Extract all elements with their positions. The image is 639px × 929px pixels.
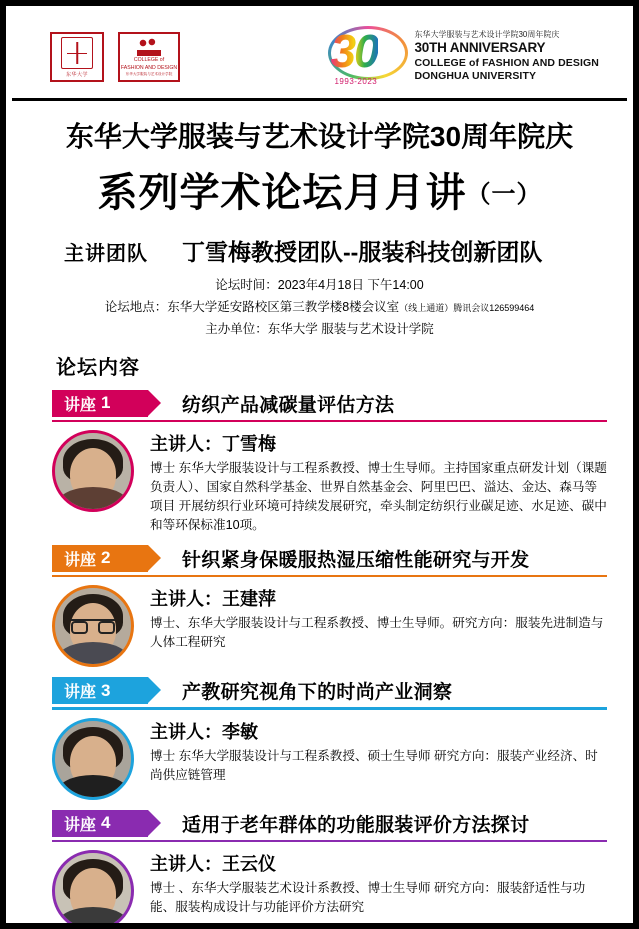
- lecture-badge-label: 讲座: [64, 396, 97, 414]
- speaker-bio: 博士 东华大学服装设计与工程系教授、硕士生导师 研究方向：服装产业经济、时尚供应链管理: [150, 748, 598, 782]
- team-row: [12, 234, 627, 267]
- lecture-badge-label: 讲座: [64, 551, 97, 569]
- poster-subtitle: 东华大学服装与艺术设计学院30周年院庆: [65, 121, 574, 152]
- speaker-name: 主讲人：李敏: [150, 721, 258, 742]
- college-logo-line2: FASHION AND DESIGN: [120, 64, 178, 71]
- lecture-divider: [52, 840, 607, 843]
- avatar-body: [57, 907, 129, 929]
- forum-organizer: 主办单位：东华大学 服装与艺术设计学院: [205, 321, 434, 336]
- lecture-item: [12, 390, 627, 535]
- lecture-header: [52, 677, 607, 704]
- lecture-badge: [52, 390, 148, 417]
- lecture-title: 针织紧身保暖服热湿压缩性能研究与开发: [182, 549, 530, 571]
- lecture-badge-label: 讲座: [64, 684, 97, 702]
- lecture-divider: [52, 575, 607, 578]
- college-logo: [118, 32, 180, 82]
- team-value: 丁雪梅教授团队--服装科技创新团队: [182, 239, 543, 265]
- speaker-bio: 博士 东华大学服装设计与工程系教授、博士生导师。主持国家重点研发计划（课题负责人）、国家自然科学基金、世界自然基金会、阿里巴巴、溢达、金达、森马等项目 开展纺织行业环境可持续发展研究，牵头制定纺织行业碳足迹、水足迹、碳中和等环保标准10项。: [150, 461, 607, 532]
- lecture-badge-number: 1: [101, 393, 111, 413]
- avatar-glasses-icon: [71, 619, 115, 634]
- lecture-header: [52, 810, 607, 837]
- forum-place-row: [12, 297, 627, 319]
- speaker-name: 主讲人：王云仪: [150, 854, 276, 875]
- anniversary-en-1: 30TH ANNIVERSARY: [414, 40, 546, 56]
- avatar-body: [57, 642, 129, 667]
- lecture-title: 纺织产品减碳量评估方法: [182, 394, 395, 416]
- poster-title: [12, 161, 627, 218]
- lecture-item: [12, 810, 627, 929]
- content-heading: 论坛内容: [56, 356, 140, 379]
- donghua-university-logo: [50, 32, 104, 82]
- forum-place-note: （线上通道）腾讯会议126599464: [399, 302, 535, 313]
- lecture-body: [52, 850, 607, 929]
- speaker-name: 主讲人：丁雪梅: [150, 434, 276, 455]
- team-label: 主讲团队: [64, 243, 148, 265]
- anniversary-number: 30: [330, 25, 378, 77]
- lecture-badge-number: 4: [101, 813, 111, 833]
- poster-title-sub: （一）: [466, 181, 542, 208]
- anniversary-logo: [328, 26, 599, 88]
- anniversary-en-3: DONGHUA UNIVERSITY: [414, 70, 537, 83]
- lecture-body: [52, 430, 607, 535]
- university-seal-icon: [61, 37, 93, 69]
- speaker-avatar: [52, 718, 134, 800]
- lecture-text: [150, 585, 607, 667]
- lecture-badge: [52, 545, 148, 572]
- speaker-avatar: [52, 850, 134, 929]
- speaker-bio: 博士、东华大学服装设计与工程系教授、博士生导师。研究方向：服装先进制造与人体工程研究: [150, 616, 604, 650]
- college-logo-icon: [137, 36, 161, 56]
- lecture-text: [150, 430, 607, 535]
- speaker-bio: 博士 、东华大学服装艺术设计系教授、博士生导师 研究方向：服装舒适性与功能、服装构成设计与功能评价方法研究: [150, 881, 586, 915]
- anniversary-text: [414, 30, 599, 83]
- university-logo-caption: 东华大学: [65, 71, 88, 78]
- lecture-badge-number: 3: [101, 680, 111, 700]
- lecture-header: [52, 390, 607, 417]
- poster-inner: [12, 12, 627, 917]
- lecture-header: [52, 545, 607, 572]
- lecture-divider: [52, 707, 607, 710]
- lecture-title: 产教研究视角下的时尚产业洞察: [182, 682, 453, 704]
- college-logo-line1: COLLEGE of: [133, 57, 165, 63]
- university-logos: [50, 32, 180, 82]
- avatar-body: [57, 775, 129, 800]
- header-divider: [12, 98, 627, 101]
- forum-time: 论坛时间：2023年4月18日 下午14:00: [215, 278, 424, 292]
- lecture-badge: [52, 810, 148, 837]
- speaker-avatar: [52, 430, 134, 512]
- lecture-text: [150, 718, 607, 800]
- lecture-badge: [52, 677, 148, 704]
- poster-header: [12, 12, 627, 98]
- lecture-title: 适用于老年群体的功能服装评价方法探讨: [182, 814, 530, 836]
- speaker-name: 主讲人：王建萍: [150, 589, 276, 610]
- forum-meta: [12, 275, 627, 341]
- anniversary-mark: [328, 26, 406, 88]
- college-logo-line3: 东华大学服装与艺术设计学院: [125, 72, 173, 76]
- speaker-avatar: [52, 585, 134, 667]
- poster-title-main: 系列学术论坛月月讲: [97, 171, 467, 215]
- anniversary-years: 1993-2023: [334, 77, 378, 86]
- anniversary-cn: 东华大学服装与艺术设计学院30周年院庆: [414, 30, 560, 40]
- lecture-body: [52, 585, 607, 667]
- anniversary-en-2: COLLEGE of FASHION AND DESIGN: [414, 57, 599, 70]
- lecture-divider: [52, 420, 607, 423]
- avatar-body: [57, 487, 129, 512]
- lecture-body: [52, 718, 607, 800]
- lecture-item: [12, 545, 627, 668]
- lecture-text: [150, 850, 607, 929]
- lecture-badge-label: 讲座: [64, 816, 97, 834]
- lecture-badge-number: 2: [101, 548, 111, 568]
- forum-place: 论坛地点：东华大学延安路校区第三教学楼8楼会议室: [104, 299, 400, 314]
- lecture-item: [12, 677, 627, 800]
